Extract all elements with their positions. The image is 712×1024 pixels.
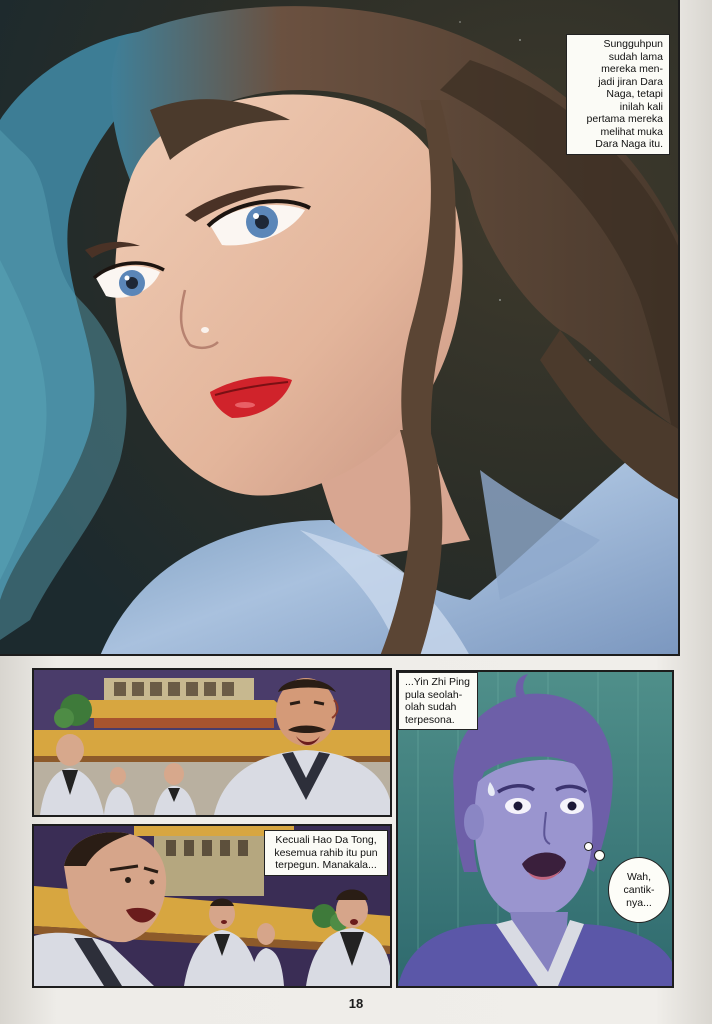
narration-caption: ...Yin Zhi Ping pula seolah- olah sudah terpesona. [398, 672, 478, 730]
monks-courtyard-illustration [34, 670, 390, 815]
thought-bubble-dot [594, 850, 605, 861]
panel-monks-courtyard [32, 668, 392, 817]
thought-bubble: Wah, cantik- nya... [608, 857, 670, 923]
thought-bubble-dot [584, 842, 593, 851]
narration-caption: Sungguhpun sudah lama mereka men- jadi jiran Dara Naga, tetapi inilah kali pertama mereka melihat muka Dara Naga itu. [566, 34, 670, 155]
narration-caption: Kecuali Hao Da Tong, kesemua rahib itu pun terpegun. Manakala... [264, 830, 388, 876]
page-number: 18 [348, 996, 364, 1011]
